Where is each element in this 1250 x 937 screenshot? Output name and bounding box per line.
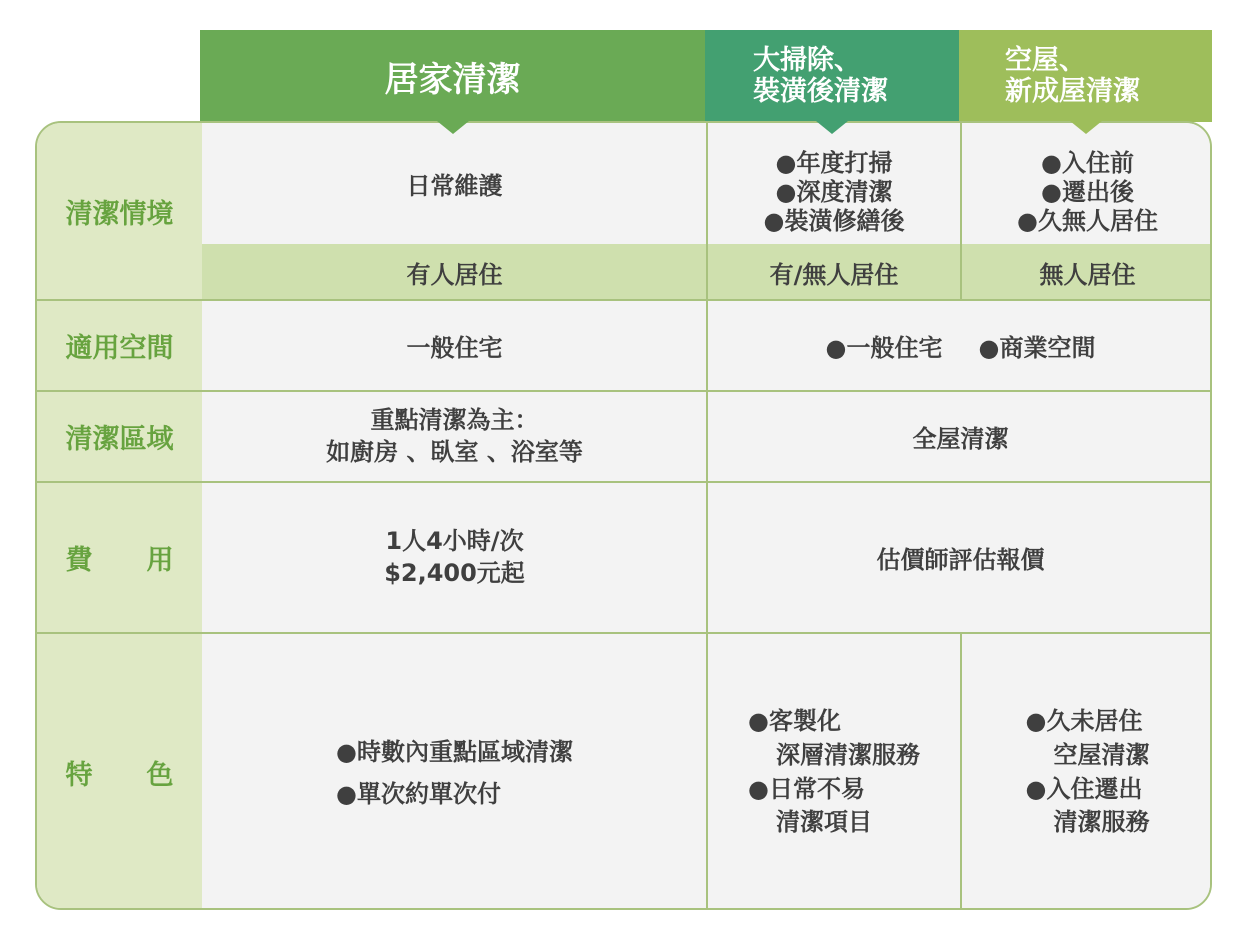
column-divider — [960, 633, 962, 910]
list-item: ●久未居住 — [1025, 707, 1143, 736]
row-label-feature-text: 特 色 — [65, 760, 174, 791]
row-label-space-text: 適用空間 — [65, 333, 174, 364]
header-home-cleaning — [200, 30, 705, 122]
cell-scenario-vacant — [961, 123, 1212, 244]
row-label-fee-text: 費 用 — [65, 545, 174, 576]
cell-occupancy-home-text: 有人居住 — [406, 260, 503, 289]
header-deep-cleaning-line2: 裝潢後清潔 — [753, 76, 888, 107]
cell-area-home-line1: 重點清潔為主： — [370, 406, 539, 435]
list-item: ●一般住宅 — [825, 334, 943, 362]
cell-occupancy-home — [202, 244, 707, 300]
list-item: ●年度打掃 — [775, 148, 893, 177]
list-item-continuation: 深層清潔服務 — [776, 740, 920, 769]
cell-area-other — [707, 391, 1212, 482]
column-divider — [706, 123, 708, 910]
cell-space-other — [707, 300, 1212, 391]
cell-feature-vacant — [961, 633, 1212, 910]
list-item: ●日常不易 — [748, 774, 865, 803]
header-deep-cleaning — [705, 30, 959, 122]
header-vacant-house-cleaning — [959, 30, 1212, 122]
list-item-continuation: 清潔項目 — [776, 808, 872, 837]
table-body — [35, 121, 1212, 910]
list-item: ●入住前 — [1041, 148, 1134, 177]
cell-occupancy-deep — [707, 244, 961, 300]
row-divider — [37, 481, 1212, 483]
row-label-area-text: 清潔區域 — [65, 424, 174, 455]
column-divider — [960, 123, 962, 300]
header-deep-cleaning-line1: 大掃除、 — [753, 44, 861, 76]
list-item: ●裝潢修繕後 — [763, 207, 905, 236]
list-item: ●入住遷出 — [1025, 774, 1143, 803]
cell-fee-home-line2: $2,400元起 — [384, 558, 525, 587]
cell-feature-deep — [707, 633, 961, 910]
cell-space-home-text: 一般住宅 — [406, 334, 503, 362]
header-notch — [437, 121, 469, 134]
list-item: ●久無人居住 — [1017, 207, 1158, 236]
row-label-area — [37, 391, 202, 482]
header-vacant-line1: 空屋、 — [1005, 44, 1086, 76]
list-item: ●單次約單次付 — [336, 779, 501, 808]
cell-area-home — [202, 391, 707, 482]
row-label-fee — [37, 482, 202, 633]
list-item: ●商業空間 — [978, 334, 1096, 362]
cell-fee-home — [202, 482, 707, 633]
row-divider — [37, 299, 1212, 301]
row-divider — [37, 632, 1212, 634]
list-item: ●遷出後 — [1041, 177, 1134, 206]
row-label-scenario-text: 清潔情境 — [65, 199, 174, 230]
cell-occupancy-vacant — [961, 244, 1212, 300]
cell-scenario-home-text: 日常維護 — [406, 172, 503, 200]
row-label-feature — [37, 633, 202, 910]
header-notch — [816, 121, 848, 134]
list-item-continuation: 清潔服務 — [1053, 808, 1150, 837]
cell-area-home-line2: 如廚房 、臥室 、浴室等 — [326, 437, 583, 466]
cell-fee-other-text: 估價師評估報價 — [876, 546, 1045, 574]
header-home-cleaning-label: 居家清潔 — [384, 59, 521, 100]
header-vacant-line2: 新成屋清潔 — [1005, 76, 1140, 107]
cell-feature-home — [202, 633, 707, 910]
cell-fee-home-line1: 1人4小時/次 — [385, 527, 524, 556]
cell-fee-other — [707, 482, 1212, 633]
row-label-space — [37, 300, 202, 391]
cell-area-other-text: 全屋清潔 — [912, 425, 1009, 453]
list-item: ●客製化 — [748, 707, 841, 736]
cell-space-home — [202, 300, 707, 391]
cell-scenario-deep — [707, 123, 961, 244]
list-item-continuation: 空屋清潔 — [1053, 740, 1150, 769]
cell-occupancy-vacant-text: 無人居住 — [1039, 260, 1136, 289]
row-divider — [37, 390, 1212, 392]
list-item: ●深度清潔 — [775, 177, 893, 206]
list-item: ●時數內重點區域清潔 — [336, 737, 573, 766]
header-notch — [1070, 121, 1102, 134]
cell-scenario-home — [202, 123, 707, 244]
row-label-scenario — [37, 123, 202, 300]
cell-occupancy-deep-text: 有/無人居住 — [769, 260, 899, 289]
